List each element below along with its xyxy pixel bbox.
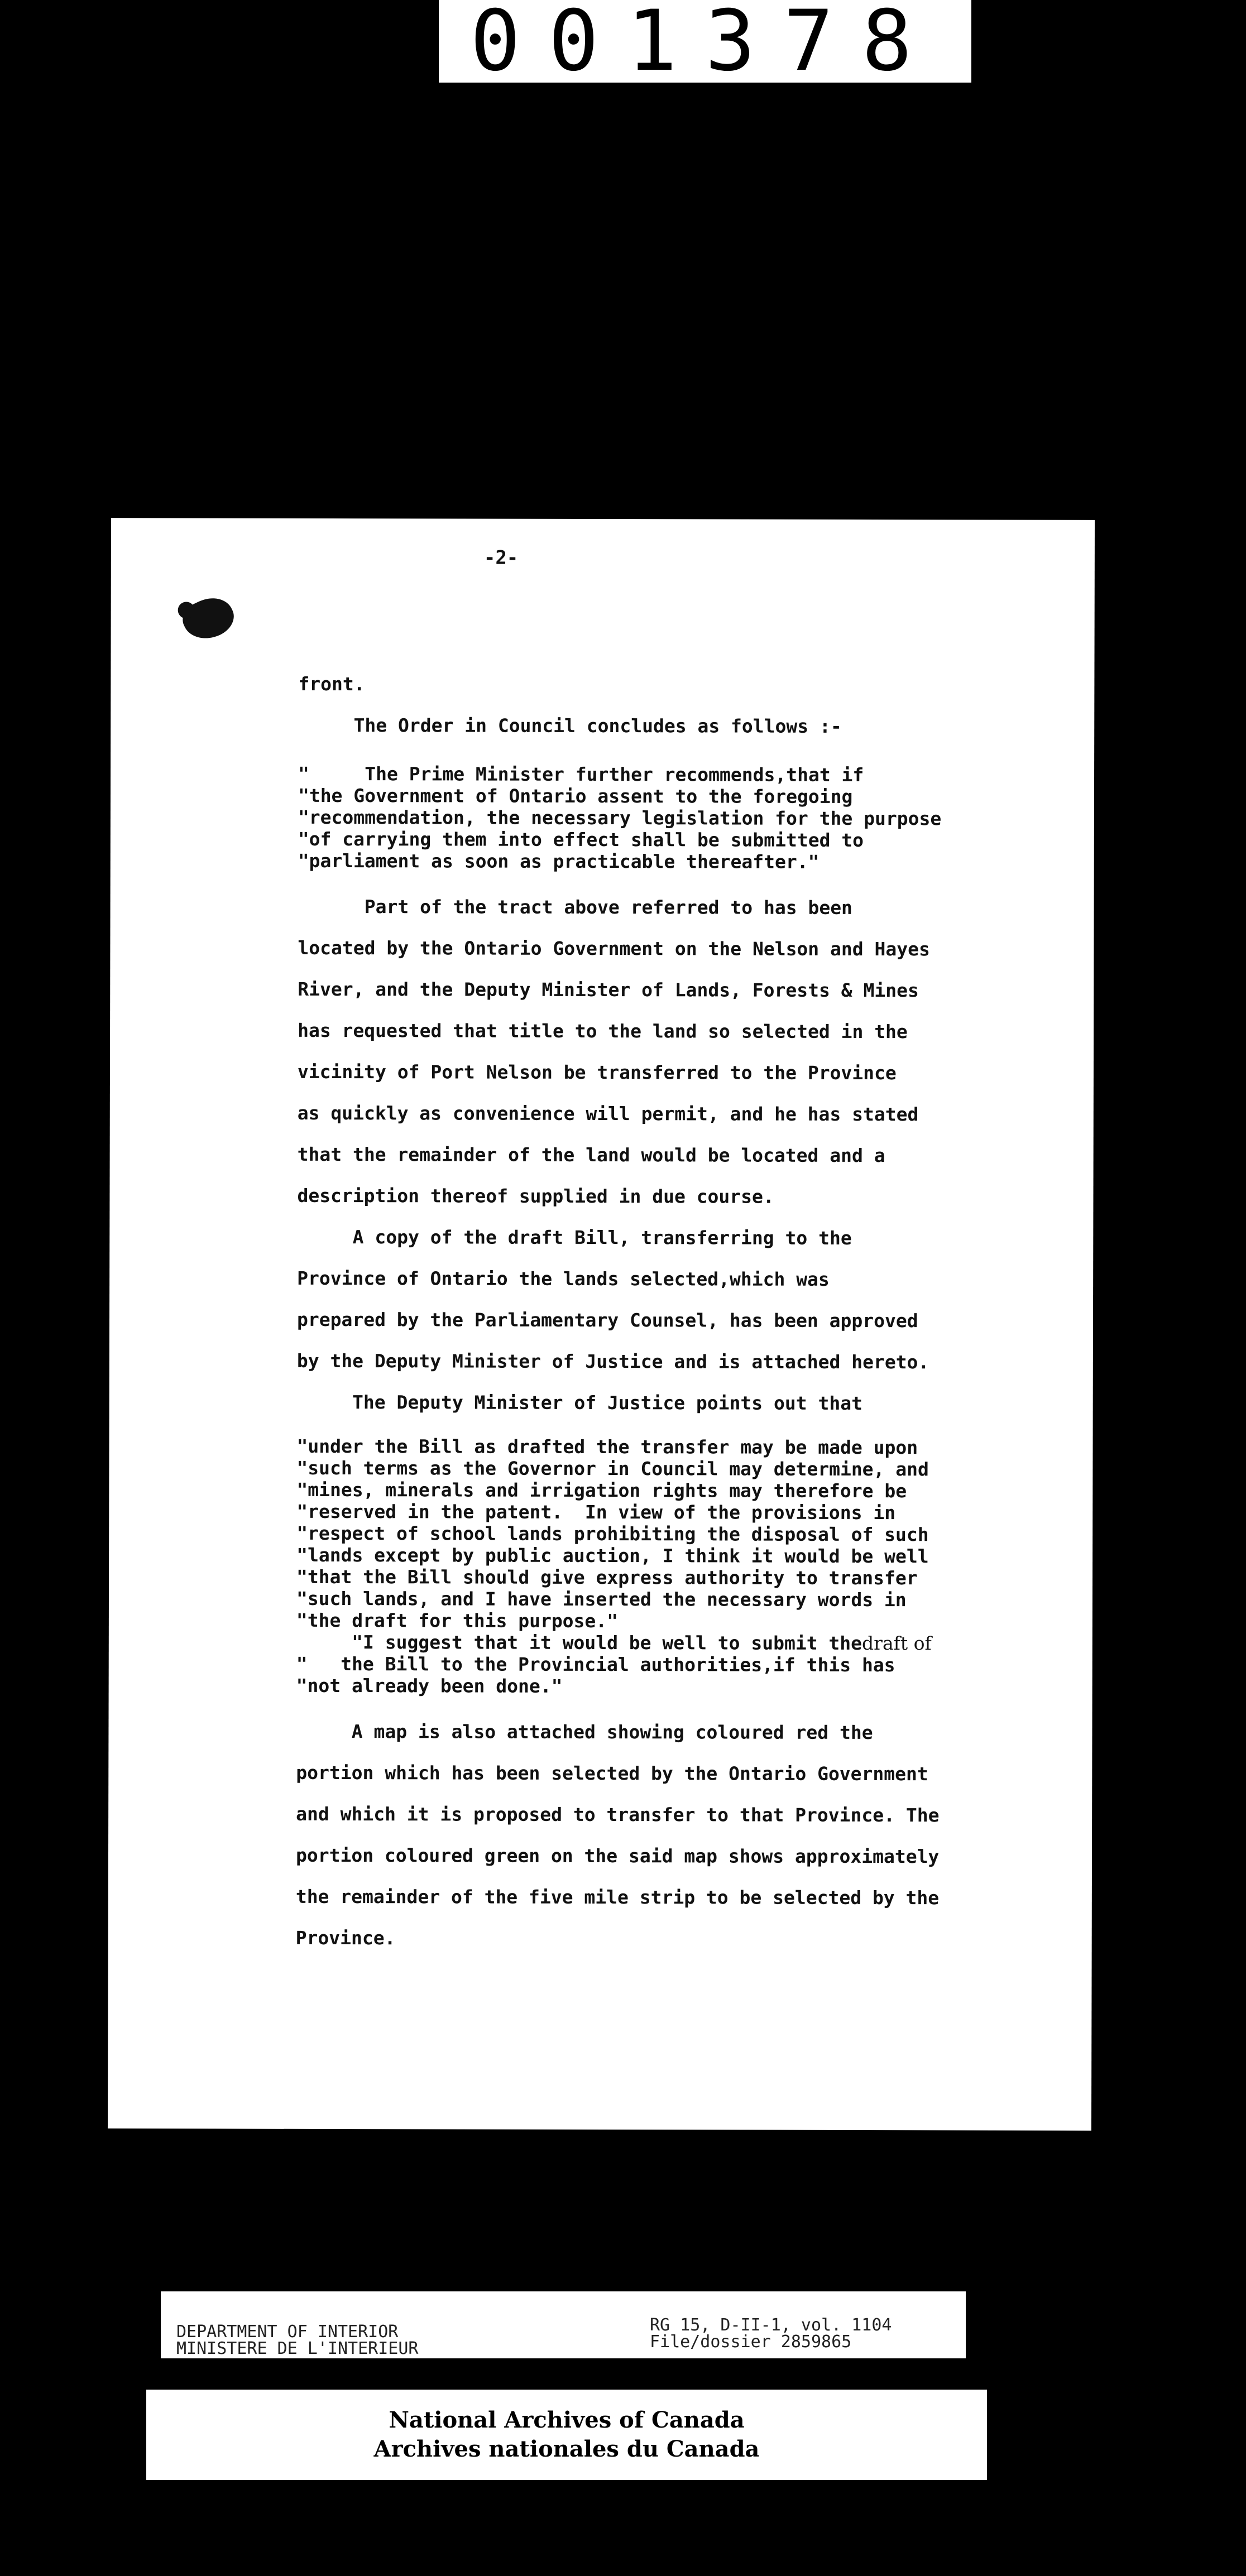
text-line: "such terms as the Governor in Council may determine, and	[296, 1457, 929, 1481]
text-line: portion coloured green on the said map shows approximately	[295, 1844, 940, 1868]
paragraph-tract	[297, 886, 1124, 1218]
archives-name-fr: Archives nationales du Canada	[373, 2436, 760, 2462]
letter-body	[296, 664, 1125, 1960]
text-line: "not already been done."	[296, 1674, 563, 1697]
text-line: as quickly as convenience will permit, and he has stated	[297, 1102, 919, 1126]
text-line-content: "I suggest that it would be well to submit the	[296, 1631, 862, 1654]
text-line: Province.	[295, 1926, 396, 1949]
text-line: vicinity of Port Nelson be transferred to the Province	[297, 1060, 897, 1084]
frame-number: 001378	[439, 0, 971, 83]
text-line: "that the Bill should give express authority to transfer	[296, 1565, 918, 1589]
paragraph-order-intro	[298, 705, 1124, 748]
department-names	[176, 2324, 418, 2357]
paragraph-map	[296, 1711, 1123, 1960]
text-line: " the Bill to the Provincial authorities,if this has	[296, 1652, 895, 1676]
text-line: "respect of school lands prohibiting the disposal of such	[296, 1522, 929, 1546]
text-line: River, and the Deputy Minister of Lands, Forests & Mines	[298, 978, 919, 1002]
archives-name-en: National Archives of Canada	[389, 2407, 745, 2433]
department-fr: MINISTERE DE L'INTERIEUR	[176, 2339, 419, 2358]
text-line: "reserved in the patent. In view of the provisions in	[296, 1500, 896, 1524]
text-line: " The Prime Minister further recommends,that if	[298, 762, 864, 786]
text-line: by the Deputy Minister of Justice and is attached hereto.	[296, 1349, 929, 1373]
text-line: "the draft for this purpose."	[296, 1609, 619, 1632]
text-line: "lands except by public auction, I think it would be well	[296, 1544, 929, 1568]
text-line: the remainder of the five mile strip to be selected by the	[295, 1885, 940, 1909]
page-number: -2-	[483, 546, 519, 569]
quote-recommendation	[298, 763, 1124, 873]
text-line: A copy of the draft Bill, transferring to the	[297, 1225, 852, 1249]
ink-smudge	[178, 590, 239, 647]
text-line: "mines, minerals and irrigation rights may therefore be	[296, 1478, 907, 1502]
record-group: RG 15, D-II-1, vol. 1104	[650, 2315, 892, 2335]
handwritten-insert: draft of	[862, 1632, 932, 1655]
paragraph-front	[298, 664, 1124, 707]
text-line: portion which has been selected by the Ontario Government	[296, 1761, 928, 1785]
reference-numbers	[650, 2317, 892, 2351]
text-line: front.	[298, 672, 365, 695]
text-line: prepared by the Parliamentary Counsel, has been approved	[296, 1308, 918, 1332]
text-line: "under the Bill as drafted the transfer may be made upon	[296, 1435, 918, 1459]
text-line: and which it is proposed to transfer to that Province. The	[296, 1803, 940, 1827]
paragraph-draft-bill	[297, 1217, 1124, 1425]
text-line: description thereof supplied in due course.	[297, 1184, 774, 1208]
text-line: "parliament as soon as practicable thereafter."	[298, 849, 820, 873]
text-line: Part of the tract above referred to has been	[298, 895, 852, 919]
file-number: File/dossier 2859865	[650, 2332, 852, 2352]
text-line: A map is also attached showing coloured red the	[296, 1720, 873, 1744]
text-line	[296, 1631, 1123, 1655]
text-line: located by the Ontario Government on the Nelson and Hayes	[298, 936, 930, 960]
text-line: has requested that title to the land so selected in the	[298, 1019, 908, 1043]
text-line: that the remainder of the land would be located and a	[297, 1143, 885, 1167]
text-line: The Order in Council concludes as follows :-	[298, 714, 842, 737]
archives-banner	[146, 2390, 987, 2480]
ink-smudge-dot	[178, 602, 195, 618]
text-line: "recommendation, the necessary legislation for the purpose	[298, 806, 942, 830]
text-line: Province of Ontario the lands selected,which was	[297, 1267, 830, 1290]
text-line: "of carrying them into effect shall be submitted to	[298, 828, 864, 851]
text-line: The Deputy Minister of Justice points out that	[296, 1391, 863, 1414]
document-page	[108, 518, 1095, 2131]
archive-reference-label	[161, 2291, 966, 2358]
department-en: DEPARTMENT OF INTERIOR	[176, 2322, 399, 2342]
text-line: "the Government of Ontario assent to the foregoing	[298, 784, 853, 808]
quote-deputy-minister	[296, 1435, 1123, 1698]
text-line: "such lands, and I have inserted the necessary words in	[296, 1587, 907, 1611]
